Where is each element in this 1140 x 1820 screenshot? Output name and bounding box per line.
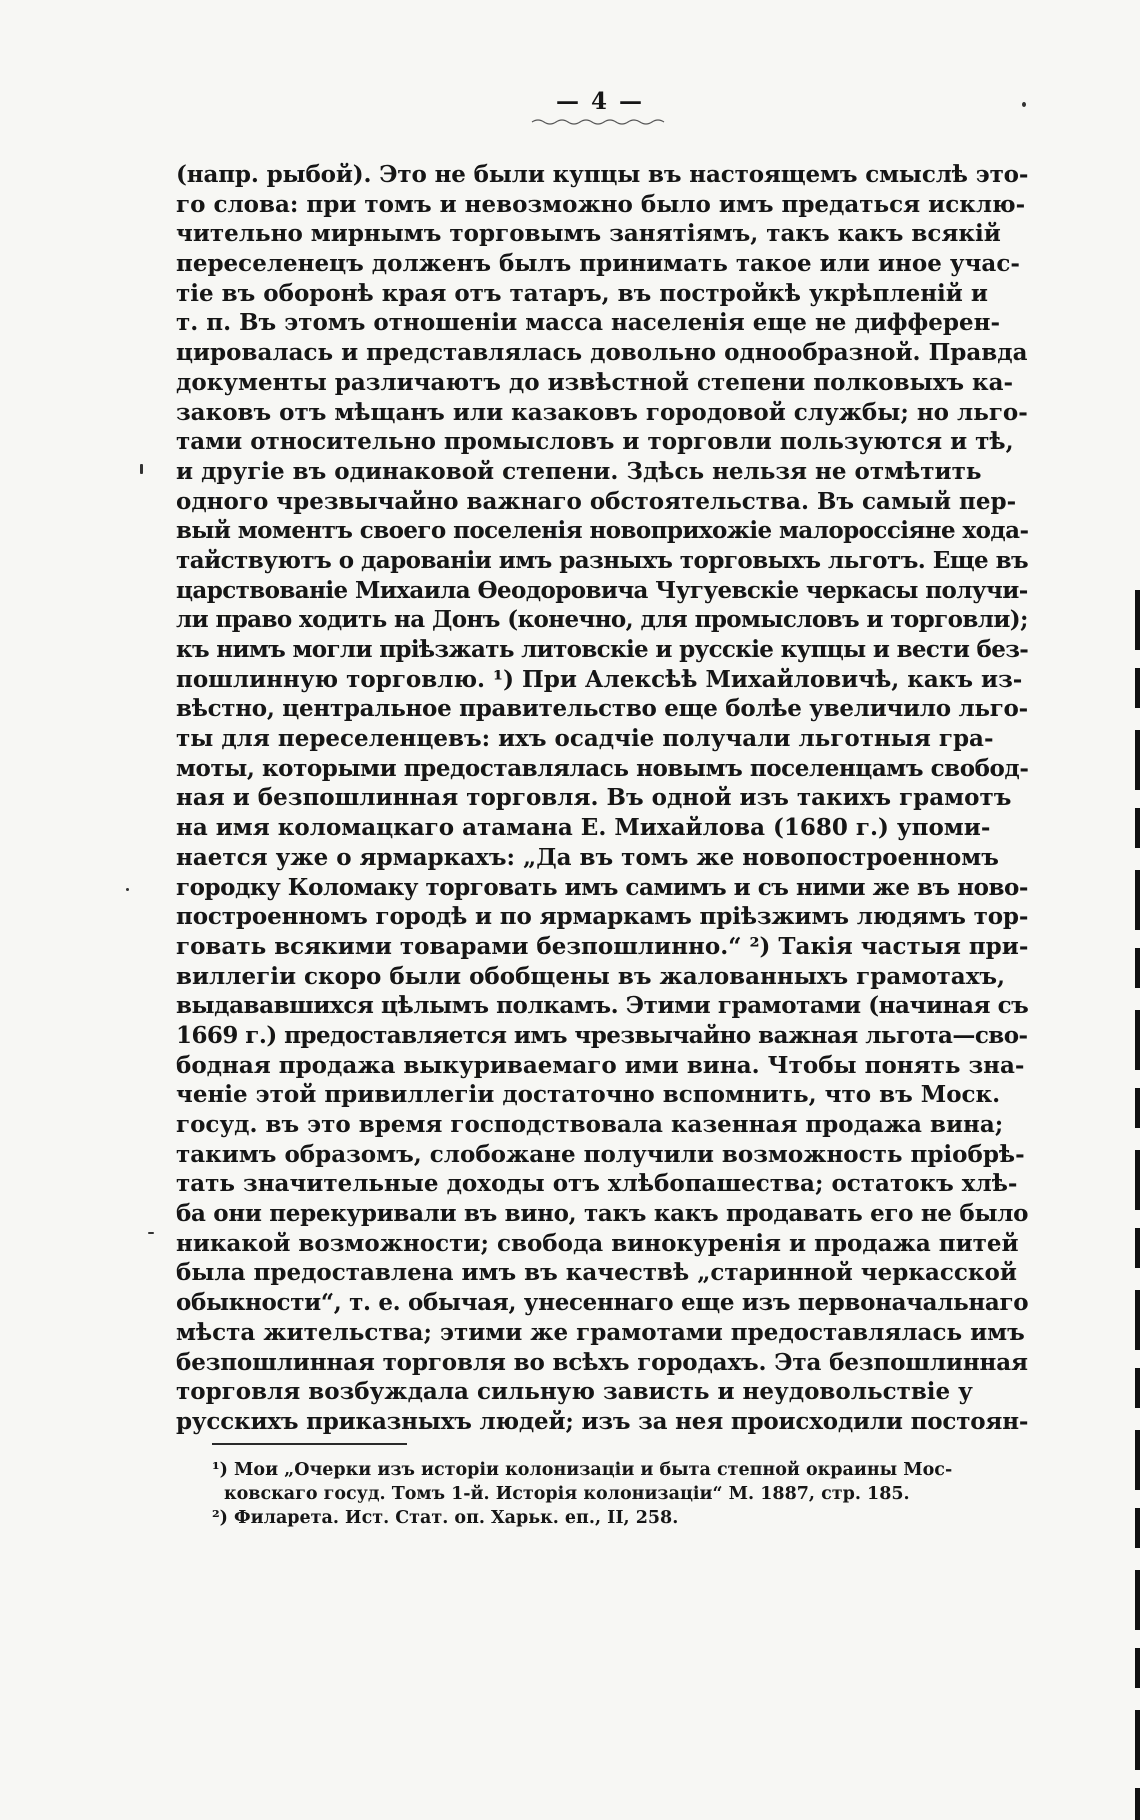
page-number: — 4 — [555, 88, 645, 115]
text-line: такимъ образомъ, слобожане получили возможность пріобрѣ- [176, 1140, 1025, 1168]
scan-speck [1022, 102, 1026, 107]
text-line: торговля возбуждала сильную зависть и неудовольствіе у [176, 1378, 973, 1406]
text-line: вѣстно, центральное правительство еще болѣе увеличило льго- [176, 695, 1028, 723]
text-line: на имя коломацкаго атамана Е. Михайлова (1680 г.) упоми- [176, 814, 991, 842]
footnote-divider [212, 1443, 407, 1445]
text-line: моты, которыми предоставлялась новымъ поселенцамъ свобод- [176, 754, 1028, 782]
text-line: виллегіи скоро были обобщены въ жалованныхъ грамотахъ, [176, 962, 1006, 990]
text-line: построенномъ городѣ и по ярмаркамъ пріѣзжимъ людямъ тор- [176, 903, 1028, 931]
text-line: и другіе въ одинаковой степени. Здѣсь нельзя не отмѣтить [176, 457, 982, 485]
text-line: ба они перекуривали въ вино, такъ какъ продавать его не было [176, 1200, 1028, 1228]
text-line: тать значительные доходы отъ хлѣбопашества; остатокъ хлѣ- [176, 1170, 1018, 1198]
text-line: къ нимъ могли пріѣзжать литовскіе и русскіе купцы и вести без- [176, 636, 1028, 663]
text-line: тайствуютъ о дарованіи имъ разныхъ торговыхъ льготъ. Еще въ [176, 546, 1028, 574]
text-line: выдававшихся цѣлымъ полкамъ. Этими грамотами (начиная съ [176, 992, 1028, 1020]
text-line: пошлинную торговлю. ¹) При Алексѣѣ Михайловичѣ, какъ из- [176, 665, 1023, 693]
text-line: бодная продажа выкуриваемаго ими вина. Чтобы понять зна- [176, 1051, 1025, 1079]
text-line: ты для переселенцевъ: ихъ осадчіе получали льготныя гра- [176, 725, 994, 753]
text-line: городку Коломаку торговать имъ самимъ и съ ними же въ ново- [176, 873, 1028, 901]
text-line: тами относительно промысловъ и торговли пользуются и тѣ, [176, 428, 1014, 456]
scan-speck [126, 888, 129, 891]
text-line: 1669 г.) предоставляется имъ чрезвычайно важная льгота—сво- [176, 1021, 1028, 1049]
text-line: безпошлинная торговля во всѣхъ городахъ. Эта безпошлинная [176, 1348, 1028, 1376]
body-text [176, 160, 1028, 1437]
text-line: нается уже о ярмаркахъ: „Да въ томъ же новопостроенномъ [176, 843, 999, 871]
text-line: мѣста жительства; этими же грамотами предоставлялась имъ [176, 1318, 1025, 1346]
text-line: тіе въ оборонѣ края отъ татаръ, въ постройкѣ укрѣпленій и [176, 279, 988, 307]
text-line: обыкности“, т. е. обычая, унесеннаго еще изъ первоначальнаго [176, 1289, 1028, 1317]
page-number-flourish [530, 118, 670, 126]
text-line: госуд. въ это время господствовала казенная продажа вина; [176, 1111, 1004, 1138]
scan-speck [148, 1232, 154, 1234]
text-line: ли право ходить на Донъ (конечно, для промысловъ и торговли); [176, 606, 1028, 634]
text-line: была предоставлена имъ въ качествѣ „старинной черкасской [176, 1259, 1017, 1287]
text-line: ченіе этой привиллегіи достаточно вспомнить, что въ Моск. [176, 1081, 1001, 1109]
footnote-2: ²) Филарета. Ист. Стат. оп. Харьк. еп., II, 258. [212, 1508, 679, 1528]
text-line: документы различаютъ до извѣстной степени полковыхъ ка- [176, 368, 1014, 396]
footnote-1: ¹) Мои „Очерки изъ исторіи колонизаціи и быта степной окраины Мос- [212, 1460, 953, 1480]
footnotes [212, 1458, 1028, 1530]
scan-edge-shadow [1135, 590, 1140, 1820]
footnote-1-continued: ковскаго госуд. Томъ 1-й. Исторія колонизаціи“ М. 1887, стр. 185. [224, 1484, 910, 1504]
text-line: говать всякими товарами безпошлинно.“ ²) Такія частыя при- [176, 932, 1028, 960]
text-line: цировалась и представлялась довольно однообразной. Правда [176, 339, 1028, 367]
text-line: переселенецъ долженъ былъ принимать такое или иное учас- [176, 250, 1020, 278]
scan-speck [140, 464, 143, 474]
text-line: вый моментъ своего поселенія новоприхожіе малороссіяне хода- [176, 517, 1028, 545]
text-line: т. п. Въ этомъ отношеніи масса населенія еще не дифферен- [176, 309, 1001, 337]
text-line: никакой возможности; свобода винокуренія и продажа питей [176, 1229, 1019, 1257]
text-line: ная и безпошлинная торговля. Въ одной изъ такихъ грамотъ [176, 784, 1012, 812]
text-line: (напр. рыбой). Это не были купцы въ настоящемъ смыслѣ это- [176, 161, 1028, 188]
text-line: одного чрезвычайно важнаго обстоятельства. Въ самый пер- [176, 487, 1017, 515]
text-line: го слова: при томъ и невозможно было имъ предаться исклю- [176, 190, 1026, 218]
text-line: заковъ отъ мѣщанъ или казаковъ городовой службы; но льго- [176, 398, 1028, 426]
text-line: царствованіе Михаила Ѳеодоровича Чугуевскіе черкасы получи- [176, 576, 1028, 604]
text-line: чительно мирнымъ торговымъ занятіямъ, такъ какъ всякій [176, 220, 1001, 248]
text-line: русскихъ приказныхъ людей; изъ за нея происходили постоян- [176, 1407, 1028, 1435]
